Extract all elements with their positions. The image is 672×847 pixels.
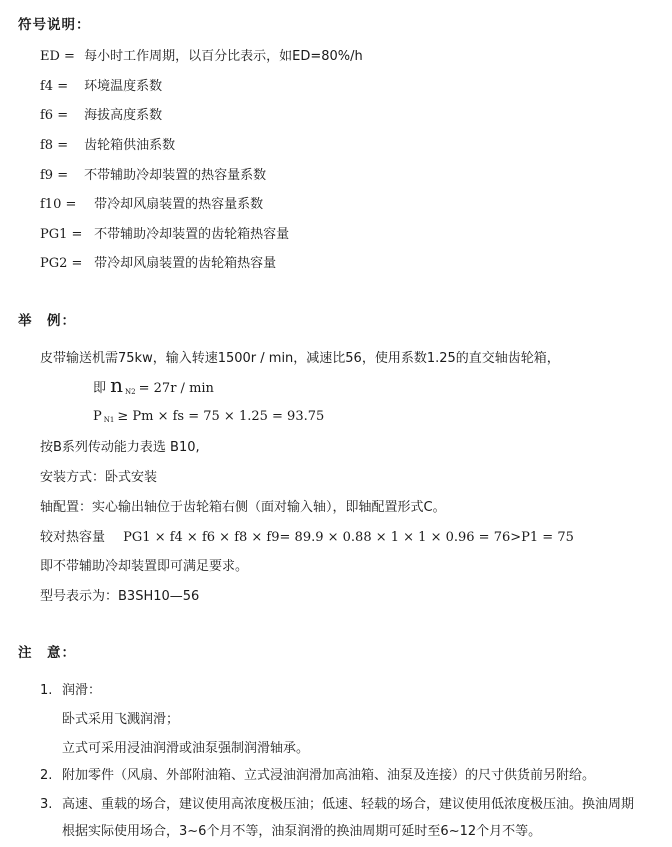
formula-subscript: N1: [103, 416, 115, 424]
formula-variable: P: [93, 409, 102, 424]
symbol-row: [40, 107, 162, 125]
note-continuation: 卧式采用飞溅润滑；: [62, 712, 180, 727]
example-conclusion: 即不带辅助冷却装置即可满足要求。: [40, 559, 249, 574]
thermal-label: 较对热容量: [40, 530, 106, 545]
symbol-description: 每小时工作周期，以百分比表示，如ED=80%/h: [84, 49, 363, 64]
formula-prefix: 即: [93, 381, 107, 396]
formula-speed: [93, 373, 214, 401]
symbol-name: f9 =: [40, 168, 69, 183]
note-text: 高速、重载的场合，建议使用高浓度极压油；低速、轻载的场合，建议使用低浓度极压油。换油周期: [62, 797, 635, 812]
formula-power: [93, 408, 324, 429]
symbol-name: PG2 =: [40, 256, 83, 271]
formula-subscript: N2: [125, 388, 136, 396]
symbol-name: ED =: [40, 49, 75, 64]
symbol-name: f10 =: [40, 197, 77, 212]
note-number: 2.: [40, 768, 53, 783]
symbol-description: 环境温度系数: [84, 79, 163, 94]
note-item: [40, 682, 101, 700]
note-continuation: 根据实际使用场合，3~6个月不等，油泵润滑的换油周期可延时至6~12个月不等。: [62, 824, 542, 839]
symbol-row: [40, 196, 263, 214]
note-text: 附加零件（风扇、外部附油箱、立式浸油润滑加高油箱、油泵及连接）的尺寸供货前另附给。: [62, 768, 596, 783]
symbol-description: 带冷却风扇装置的齿轮箱热容量: [94, 256, 277, 271]
note-text: 润滑：: [62, 683, 102, 698]
note-item: [40, 767, 595, 785]
notes-heading: 注 意：: [18, 645, 76, 661]
formula-expression: = 27r / min: [138, 381, 214, 396]
example-intro: 皮带输送机需75kw，输入转速1500r / min，减速比56，使用系数1.25的直交轴齿轮箱，: [40, 351, 560, 366]
example-mounting: 安装方式：卧式安装: [40, 470, 158, 485]
symbol-description: 海拔高度系数: [84, 108, 163, 123]
note-item: [40, 796, 634, 814]
symbol-row: [40, 137, 175, 155]
note-number: 3.: [40, 797, 53, 812]
example-shaft: 轴配置：实心输出轴位于齿轮箱右侧（面对输入轴），即轴配置形式C。: [40, 500, 446, 515]
note-continuation: 立式可采用浸油润滑或油泵强制润滑轴承。: [62, 741, 310, 756]
note-number: 1.: [40, 683, 53, 698]
symbol-description: 不带辅助冷却装置的热容量系数: [84, 168, 267, 183]
example-heading: 举 例：: [18, 313, 76, 329]
symbol-name: f8 =: [40, 138, 69, 153]
symbol-description: 不带辅助冷却装置的齿轮箱热容量: [94, 227, 290, 242]
symbol-row: [40, 78, 162, 96]
symbol-name: PG1 =: [40, 227, 83, 242]
symbol-row: [40, 255, 276, 273]
formula-expression: ≥ Pm × fs = 75 × 1.25 = 93.75: [117, 409, 325, 424]
thermal-formula: PG1 × f4 × f6 × f8 × f9= 89.9 × 0.88 × 1 × 1 × 0.96 = 76>P1 = 75: [123, 530, 574, 545]
example-thermal: [40, 529, 574, 547]
formula-variable: n: [110, 373, 124, 397]
symbol-row: [40, 48, 363, 66]
symbol-row: [40, 167, 266, 185]
symbols-heading: 符号说明：: [18, 17, 91, 33]
symbol-name: f4 =: [40, 79, 69, 94]
symbol-description: 带冷却风扇装置的热容量系数: [94, 197, 264, 212]
symbol-row: [40, 226, 289, 244]
example-selection: 按B系列传动能力表选 B10,: [40, 440, 200, 455]
symbol-description: 齿轮箱供油系数: [84, 138, 176, 153]
example-model: 型号表示为：B3SH10—56: [40, 589, 200, 604]
symbol-name: f6 =: [40, 108, 69, 123]
